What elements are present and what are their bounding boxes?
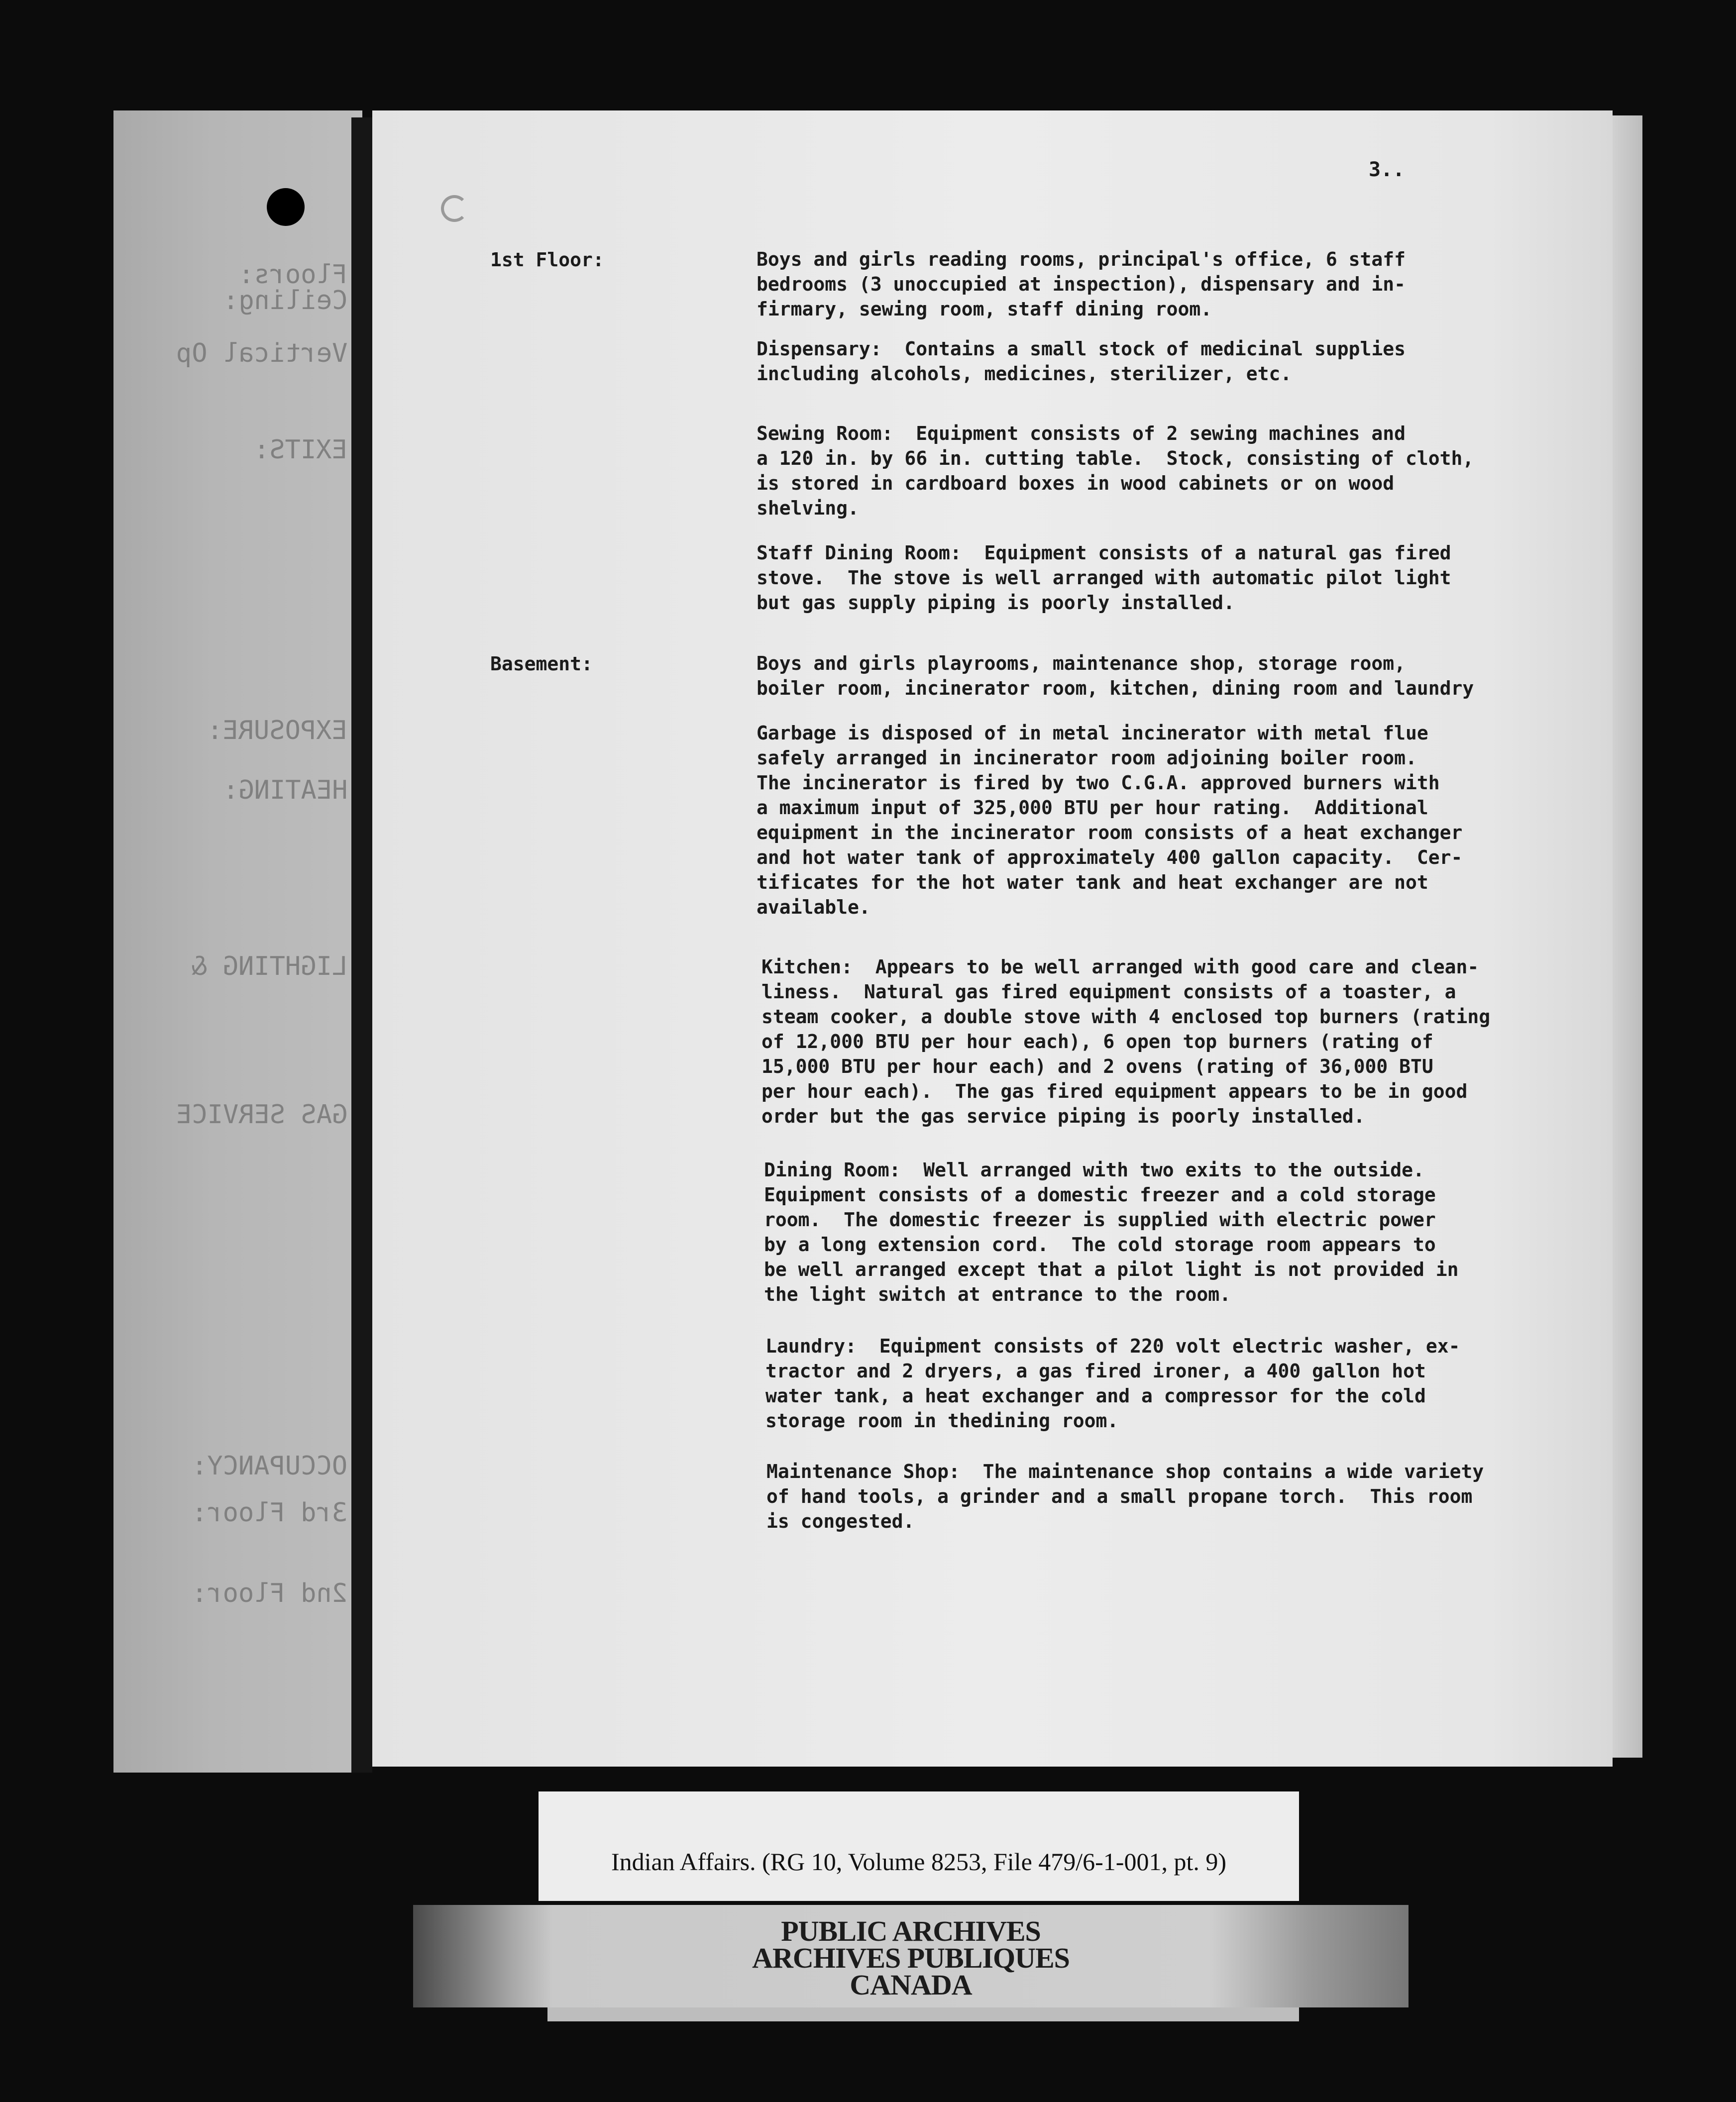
underlying-page (113, 110, 362, 1773)
stamp-strip-edge (547, 2007, 1299, 2021)
back-label-lighting: LIGHTING & (191, 951, 347, 981)
stamp-line-canada: CANADA (850, 1969, 972, 2001)
paragraph-laundry: Laundry: Equipment consists of 220 volt electric washer, ex- tractor and 2 dryers, a gas fired ironer, a 400 gallon hot water tank, a heat exchanger and a compressor for the cold storage room in thedining room. (765, 1335, 1460, 1432)
stamp-line-public-archives: PUBLIC ARCHIVES (781, 1915, 1041, 1947)
archive-reference-text: Indian Affairs. (RG 10, Volume 8253, File 479/6-1-001, pt. 9) (611, 1848, 1227, 1876)
paragraph-sewing-room: Sewing Room: Equipment consists of 2 sewing machines and a 120 in. by 66 in. cutting table. Stock, consisting of cloth, is stored in cardboard boxes in wood cabinets or on wood shelving. (757, 422, 1474, 519)
section-heading-basement: Basement: (490, 653, 593, 675)
back-label-floors: Floors: (238, 260, 347, 290)
archive-reference-label (539, 1791, 1299, 1901)
back-label-heating: HEATING: (222, 775, 347, 805)
back-label-2nd-floor: 2nd Floor: (191, 1578, 347, 1608)
paragraph-kitchen: Kitchen: Appears to be well arranged with good care and clean- liness. Natural gas fired equipment consists of a toaster, a steam cooker, a double stove with 4 enclosed top burners (rating of 12,000 BTU per hour each), 6 open top burners (rating of 15,000 BTU per hour each) and 2 ovens (rating of 36,000 BTU per hour each). The gas fired equipment appears to be in good order but the gas service piping is poorly installed. (761, 956, 1491, 1127)
paragraph-dispensary: Dispensary: Contains a small stock of medicinal supplies including alcohols, medicines, sterilizer, etc. (757, 338, 1406, 385)
paragraph-dining-room: Dining Room: Well arranged with two exits to the outside. Equipment consists of a domestic freezer and a cold storage room. The domestic freezer is supplied with electric power by a long extension cord. The cold storage room appears to be well arranged except that a pilot light is not provided in the light switch at entrance to the room. (764, 1159, 1459, 1305)
public-archives-stamp (413, 1905, 1409, 2007)
paragraph-maintenance-shop: Maintenance Shop: The maintenance shop contains a wide variety of hand tools, a grinder and a small propane torch. This room is congested. (766, 1461, 1484, 1532)
binding-edge (351, 117, 372, 1773)
page-number: 3.. (1369, 158, 1405, 181)
stamp-line-archives-publiques: ARCHIVES PUBLIQUES (752, 1942, 1070, 1974)
section-heading-1st-floor: 1st Floor: (490, 249, 604, 271)
public-archives-text (413, 1915, 1409, 2001)
paragraph-staff-dining-room: Staff Dining Room: Equipment consists of a natural gas fired stove. The stove is well arranged with automatic pilot light but gas supply piping is poorly installed. (757, 542, 1451, 614)
punch-hole (267, 188, 305, 226)
back-label-exposure: EXPOSURE: (207, 716, 347, 745)
back-label-ceiling: Ceiling: (222, 286, 347, 315)
clip-mark (441, 195, 468, 222)
back-label-vertical: Vertical Op (176, 338, 347, 368)
back-label-gas-service: GAS SERVICE (176, 1100, 347, 1130)
back-label-exits: EXITS: (254, 435, 347, 465)
paragraph-basement-overview: Boys and girls playrooms, maintenance shop, storage room, boiler room, incinerator room, kitchen, dining room and laundry (757, 652, 1474, 699)
back-label-occupancy: OCCUPANCY: (191, 1451, 347, 1481)
paragraph-garbage-incinerator: Garbage is disposed of in metal incinerator with metal flue safely arranged in incinerator room adjoining boiler room. The incinerator is fired by two C.G.A. approved burners with a maximum input of 325,000 BTU per hour rating. Additional equipment in the incinerator room consists of a heat exchanger and hot water tank of approximately 400 gallon capacity. Cer- tificates for the hot water tank and heat exchanger are not available. (757, 722, 1463, 918)
back-label-3rd-floor: 3rd Floor: (191, 1498, 347, 1528)
paragraph-1st-floor-overview: Boys and girls reading rooms, principal's office, 6 staff bedrooms (3 unoccupied at inspection), dispensary and in- firmary, sewing room, staff dining room. (757, 248, 1406, 320)
